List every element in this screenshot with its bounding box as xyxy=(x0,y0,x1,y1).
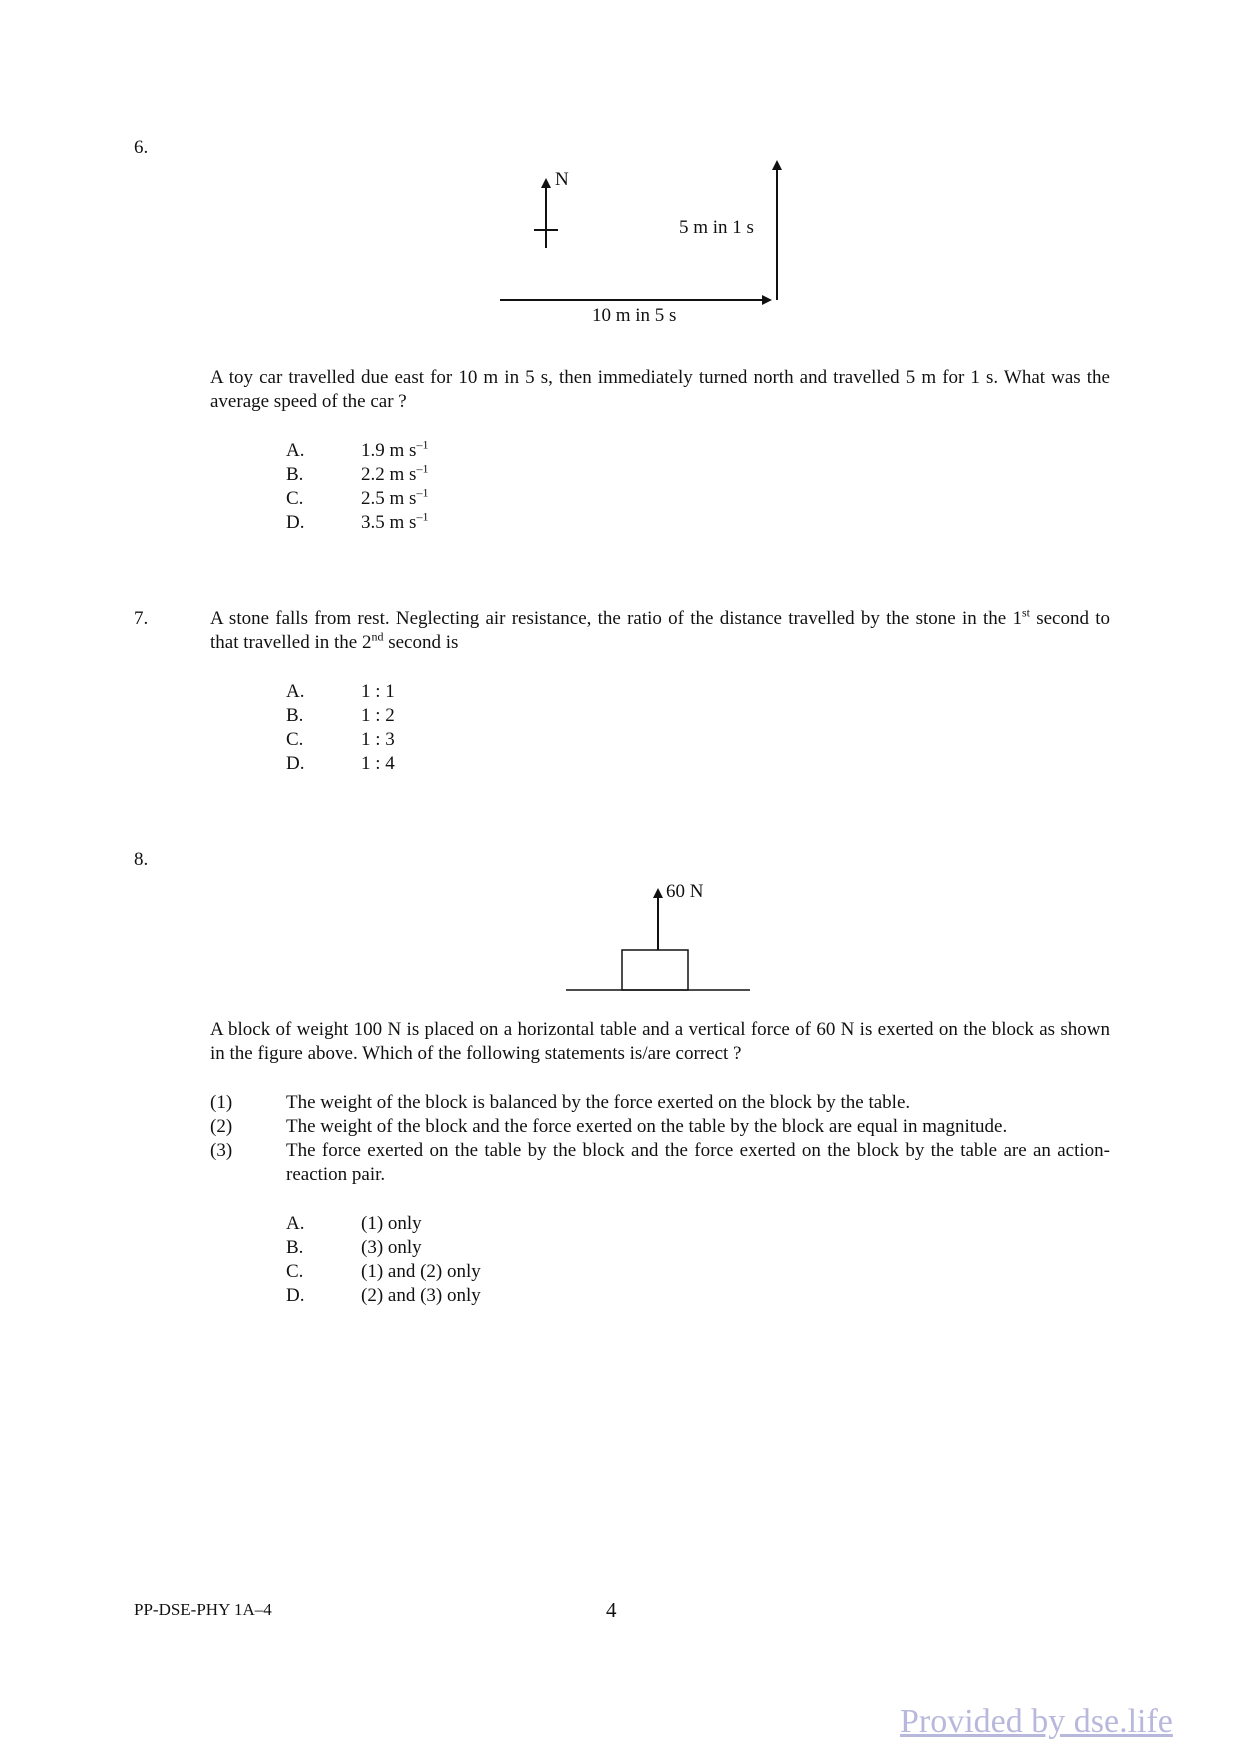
statement-number: (2) xyxy=(210,1116,233,1137)
question-7-number: 7. xyxy=(134,608,149,629)
option-value: (1) only xyxy=(361,1213,422,1234)
option-value-text: 2.5 m s xyxy=(361,488,417,509)
question-7-text-part: A stone falls from rest. Neglecting air resistance, the ratio of the distance travelled by the stone in the 1 xyxy=(210,608,1022,629)
statement-number: (1) xyxy=(210,1092,233,1113)
question-7-text xyxy=(210,607,1110,655)
ordinal-suffix: nd xyxy=(371,629,384,644)
option-unit-exponent: –1 xyxy=(416,461,429,476)
option-value: (1) and (2) only xyxy=(361,1261,481,1282)
option-value xyxy=(361,439,428,463)
option-value: 1 : 4 xyxy=(361,753,395,774)
option-letter: C. xyxy=(286,1261,304,1282)
option-letter: A. xyxy=(286,440,305,461)
option-letter: A. xyxy=(286,1213,305,1234)
option-value: 1 : 2 xyxy=(361,705,395,726)
option-value xyxy=(361,463,428,487)
option-value-text: 3.5 m s xyxy=(361,512,417,533)
option-value: (2) and (3) only xyxy=(361,1285,481,1306)
statement-text: The weight of the block is balanced by the force exerted on the block by the table. xyxy=(286,1092,911,1113)
option-value-text: 2.2 m s xyxy=(361,464,417,485)
question-8-diagram xyxy=(560,880,760,995)
question-8-text: A block of weight 100 N is placed on a horizontal table and a vertical force of 60 N is exerted on the block as shown in the figure above. Which of the following statements is/are correct ? xyxy=(210,1019,1110,1064)
option-letter: C. xyxy=(286,488,304,509)
statement-2 xyxy=(210,1115,1110,1139)
east-leg-label: 10 m in 5 s xyxy=(592,305,677,326)
option-letter: B. xyxy=(286,1237,304,1258)
option-letter: D. xyxy=(286,512,305,533)
ordinal-suffix: st xyxy=(1021,605,1030,620)
watermark-link[interactable]: Provided by dse.life xyxy=(900,1703,1173,1740)
option-letter: B. xyxy=(286,464,304,485)
statement-text: The weight of the block and the force exerted on the table by the block are equal in magnitude. xyxy=(286,1116,1008,1137)
question-7-text-part: second is xyxy=(383,632,459,653)
statement-text: The force exerted on the table by the block and the force exerted on the block by the table are an action-reaction pair. xyxy=(286,1140,1110,1185)
option-letter: C. xyxy=(286,729,304,750)
question-8-statements xyxy=(210,1091,1110,1187)
option-letter: B. xyxy=(286,705,304,726)
question-7-text-part: second to that travelled in the 2 xyxy=(210,608,1111,653)
option-value: 1 : 3 xyxy=(361,729,395,750)
statement-number: (3) xyxy=(210,1140,233,1161)
option-unit-exponent: –1 xyxy=(416,437,429,452)
option-value-text: 1.9 m s xyxy=(361,440,417,461)
statement-1 xyxy=(210,1091,1110,1115)
question-6-text: A toy car travelled due east for 10 m in 5 s, then immediately turned north and travelled 5 m for 1 s. What was the average speed of the car ? xyxy=(210,367,1110,412)
page-number: 4 xyxy=(606,1598,617,1622)
statement-3 xyxy=(210,1139,1110,1187)
paper-code: PP-DSE-PHY 1A–4 xyxy=(134,1600,272,1619)
question-8-number: 8. xyxy=(134,849,149,870)
option-value xyxy=(361,487,428,511)
option-value: 1 : 1 xyxy=(361,681,395,702)
applied-force-label: 60 N xyxy=(666,881,704,902)
option-unit-exponent: –1 xyxy=(416,509,429,524)
block xyxy=(622,950,688,990)
option-value: (3) only xyxy=(361,1237,422,1258)
compass-north-label: N xyxy=(555,169,569,190)
option-value xyxy=(361,511,428,535)
option-letter: D. xyxy=(286,753,305,774)
north-leg-label: 5 m in 1 s xyxy=(679,217,754,238)
question-6-number: 6. xyxy=(134,137,149,158)
option-letter: D. xyxy=(286,1285,305,1306)
option-unit-exponent: –1 xyxy=(416,485,429,500)
option-letter: A. xyxy=(286,681,305,702)
